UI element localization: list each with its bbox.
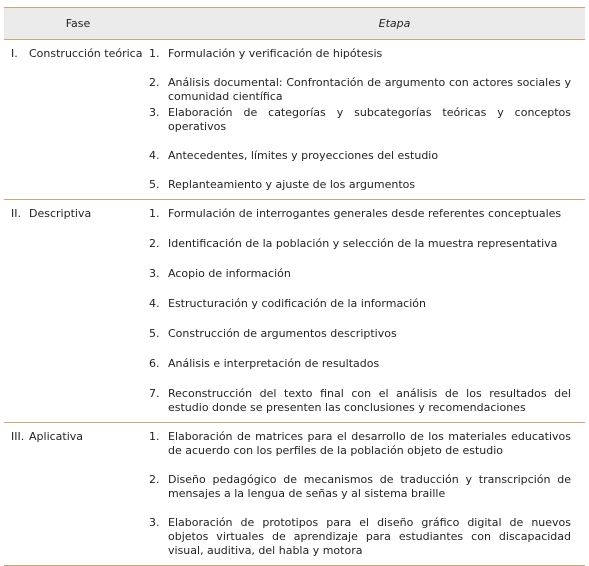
etapa-text: Diseño pedagógico de mecanismos de traducción y transcripción de mensajes a la lengua de señas y al sistema braille <box>168 473 571 500</box>
fase-number: III. <box>11 430 25 443</box>
etapa-item <box>149 76 571 104</box>
etapa-text: Análisis documental: Confrontación de argumento con actores sociales y comunidad científica <box>168 76 571 103</box>
etapa-item <box>149 106 571 134</box>
header-fase: Fase <box>65 17 91 30</box>
fase-label: Construcción teórica <box>29 47 143 60</box>
etapa-number: 7. <box>149 387 160 400</box>
etapa-text: Reconstrucción del texto final con el análisis de los resultados del estudio donde se presenten las conclusiones y recomendaciones <box>168 387 571 414</box>
etapa-number: 4. <box>149 297 160 310</box>
section-descriptiva <box>4 199 585 422</box>
etapa-text: Acopio de información <box>168 267 291 280</box>
etapa-number: 5. <box>149 327 160 340</box>
section-construccion-teorica <box>4 39 585 199</box>
etapa-number: 2. <box>149 76 160 89</box>
etapas-cell <box>149 40 585 199</box>
etapa-text: Análisis e interpretación de resultados <box>168 357 380 370</box>
etapa-number: 3. <box>149 267 160 280</box>
etapa-number: 6. <box>149 357 160 370</box>
etapa-text: Elaboración de categorías y subcategorías teóricas y conceptos operativos <box>168 106 571 133</box>
etapa-item <box>149 516 571 558</box>
etapa-item <box>149 207 571 221</box>
etapa-text: Replanteamiento y ajuste de los argumentos <box>168 178 416 191</box>
table-header <box>4 7 585 39</box>
fase-number: I. <box>11 47 18 60</box>
etapa-item <box>149 47 571 61</box>
etapa-number: 2. <box>149 473 160 486</box>
etapa-text: Construcción de argumentos descriptivos <box>168 327 397 340</box>
fase-cell <box>4 200 149 422</box>
etapa-item <box>149 387 571 415</box>
etapas-cell <box>149 200 585 422</box>
etapa-number: 5. <box>149 178 160 191</box>
etapa-number: 1. <box>149 430 160 443</box>
etapa-text: Elaboración de prototipos para el diseño gráfico digital de nuevos objetos virtuales de aprendizaje para estudiantes con discapacidad visual, auditiva, del habla y motora <box>168 516 571 557</box>
section-aplicativa <box>4 422 585 566</box>
etapa-text: Formulación de interrogantes generales desde referentes conceptuales <box>168 207 562 220</box>
etapa-item <box>149 327 571 341</box>
etapa-number: 2. <box>149 237 160 250</box>
etapa-number: 1. <box>149 47 160 60</box>
fase-label: Descriptiva <box>29 207 92 220</box>
fase-cell <box>4 423 149 565</box>
etapa-text: Antecedentes, límites y proyecciones del estudio <box>168 149 439 162</box>
etapa-item <box>149 473 571 501</box>
fase-label: Aplicativa <box>29 430 84 443</box>
etapas-cell <box>149 423 585 565</box>
etapa-item <box>149 178 571 192</box>
etapa-text: Estructuración y codificación de la información <box>168 297 426 310</box>
etapa-item <box>149 357 571 371</box>
etapa-number: 4. <box>149 149 160 162</box>
etapa-text: Identificación de la población y selección de la muestra representativa <box>168 237 558 250</box>
etapa-item <box>149 267 571 281</box>
etapa-item <box>149 149 571 163</box>
etapa-item <box>149 237 571 251</box>
etapa-text: Formulación y verificación de hipótesis <box>168 47 383 60</box>
phases-table <box>4 7 585 566</box>
header-etapa: Etapa <box>378 17 411 30</box>
etapa-number: 3. <box>149 516 160 529</box>
etapa-item <box>149 430 571 458</box>
etapa-number: 3. <box>149 106 160 119</box>
fase-number: II. <box>11 207 21 220</box>
etapa-number: 1. <box>149 207 160 220</box>
etapa-text: Elaboración de matrices para el desarrollo de los materiales educativos de acuerdo con los perfiles de la población objeto de estudio <box>168 430 571 457</box>
etapa-item <box>149 297 571 311</box>
fase-cell <box>4 40 149 199</box>
